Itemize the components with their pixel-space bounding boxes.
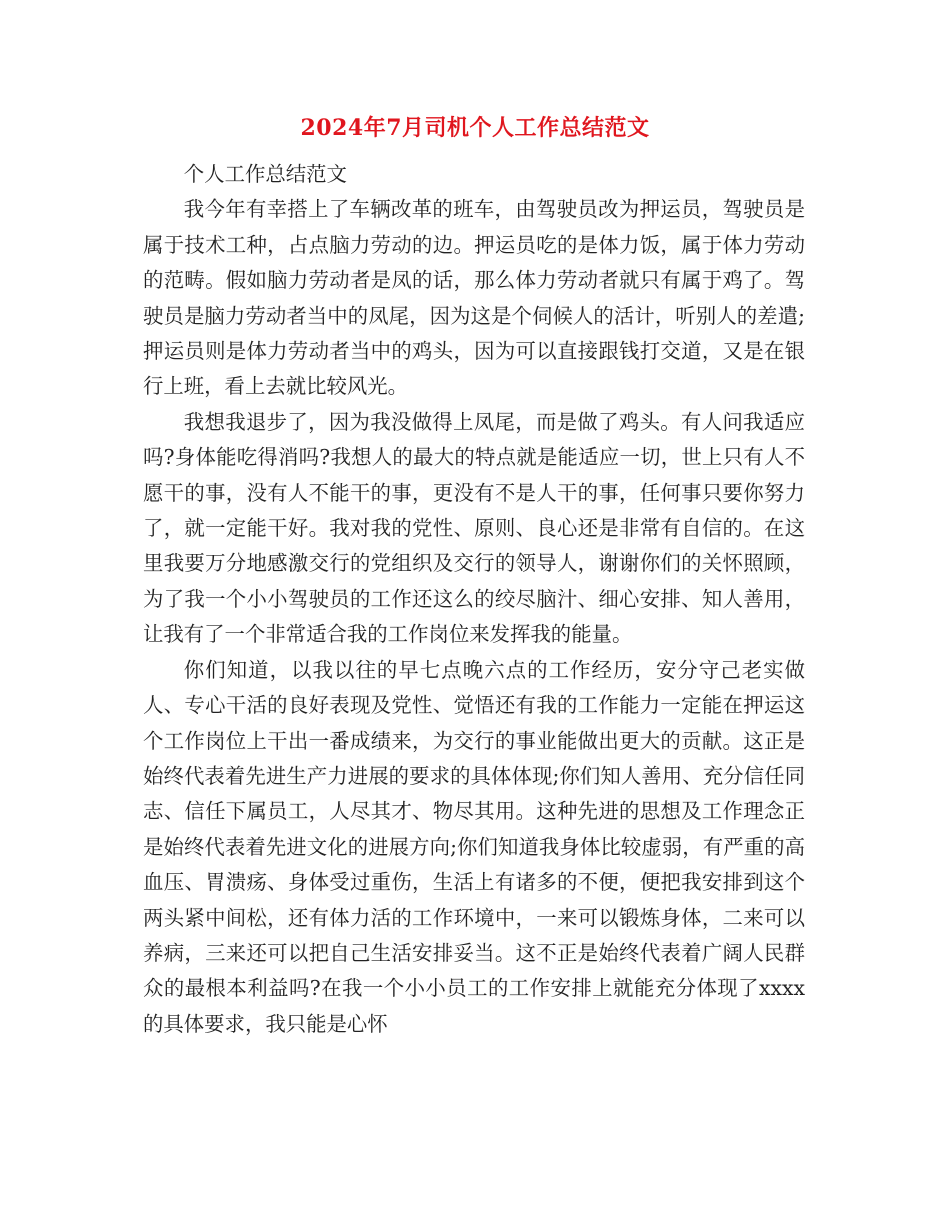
body-paragraph: 你们知道，以我以往的早七点晚六点的工作经历，安分守己老实做人、专心干活的良好表现及党性、觉悟还有我的工作能力一定能在押运这个工作岗位上干出一番成绩来，为交行的事业能做出更大的贡献。这正是始终代表着先进生产力进展的要求的具体体现;你们知人善用、充分信任同志、信任下属员工，人尽其才、物尽其用。这种先进的思想及工作理念正是始终代表着先进文化的进展方向;你们知道我身体比较虚弱，有严重的高血压、胃溃疡、身体受过重伤，生活上有诸多的不便，便把我安排到这个两头紧中间松，还有体力活的工作环境中，一来可以锻炼身体，二来可以养病，三来还可以把自己生活安排妥当。这不正是始终代表着广阔人民群众的最根本利益吗?在我一个小小员工的工作安排上就能充分体现了xxxx的具体要求，我只能是心怀 [143, 657, 805, 1036]
document-title: 2024年7月司机个人工作总结范文 [300, 115, 650, 141]
body-paragraph: 我想我退步了，因为我没做得上凤尾，而是做了鸡头。有人问我适应吗?身体能吃得消吗?我想人的最大的特点就是能适应一切，世上只有人不愿干的事，没有人不能干的事，更没有不是人干的事，任何事只要你努力了，就一定能干好。我对我的党性、原则、良心还是非常有自信的。在这里我要万分地感激交行的党组织及交行的领导人，谢谢你们的关怀照顾，为了我一个小小驾驶员的工作还这么的绞尽脑汁、细心安排、知人善用，让我有了一个非常适合我的工作岗位来发挥我的能量。 [143, 409, 805, 647]
body-paragraph: 我今年有幸搭上了车辆改革的班车，由驾驶员改为押运员，驾驶员是属于技术工种，占点脑力劳动的边。押运员吃的是体力饭，属于体力劳动的范畴。假如脑力劳动者是凤的话，那么体力劳动者就只有属于鸡了。驾驶员是脑力劳动者当中的凤尾，因为这是个伺候人的活计，听别人的差遣;押运员则是体力劳动者当中的鸡头，因为可以直接跟钱打交道，又是在银行上班，看上去就比较风光。 [143, 197, 805, 399]
subtitle-paragraph: 个人工作总结范文 [183, 162, 347, 186]
document-body [143, 157, 805, 1042]
